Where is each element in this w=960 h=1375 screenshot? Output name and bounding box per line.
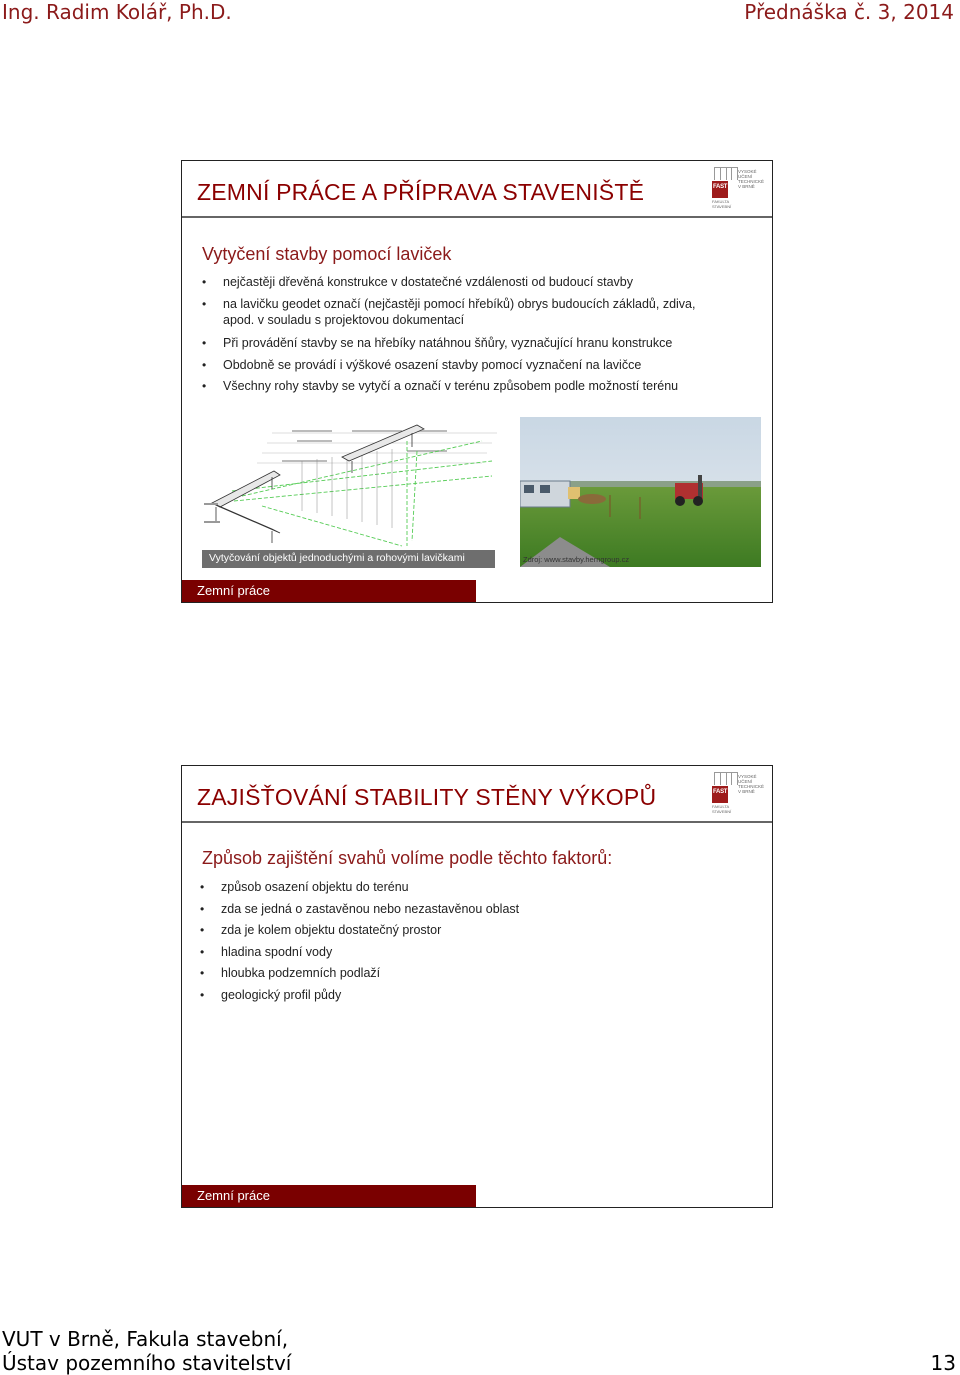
slide-1 [181,160,773,603]
title-divider [182,216,772,218]
logo-grid-icon [714,167,738,180]
slide-subheading: Způsob zajištění svahů volíme podle těchto faktorů: [202,848,613,868]
page-header-author: Ing. Radim Kolář, Ph.D. [2,0,232,24]
slide-title: ZAJIŠŤOVÁNÍ STABILITY STĚNY VÝKOPŮ [197,784,657,810]
logo-subtext: FAKULTA STAVEBNÍ [712,804,732,814]
slide-subheading: Vytyčení stavby pomocí laviček [202,244,452,264]
list-item: • Při provádění stavby se na hřebíky natáhnou šňůry, vyznačující hranu konstrukce [202,333,762,355]
slide-title: ZEMNÍ PRÁCE A PŘÍPRAVA STAVENIŠTĚ [197,179,645,205]
list-item: • hloubka podzemních podlaží [200,963,740,985]
bullet-list [202,272,762,398]
slide-footer-bar [182,1185,476,1207]
bullet-list [200,877,740,1006]
title-divider [182,821,772,823]
logo-mark: FAST [712,786,728,803]
logo-grid-icon [714,772,738,785]
logo-mark: FAST [712,181,728,198]
page-footer-department: Ústav pozemního stavitelství [2,1351,292,1375]
slide-footer-label: Zemní práce [197,1188,270,1203]
fast-logo [712,772,765,816]
page-number: 13 [930,1351,956,1375]
logo-text: VYSOKÉ UČENÍ TECHNICKÉ V BRNĚ [738,774,765,794]
figure-caption: Vytyčování objektů jednoduchými a rohovými lavičkami [202,550,495,568]
list-item: • Obdobně se provádí i výškové osazení stavby pomocí vyznačení na lavičce [202,355,762,377]
logo-subtext: FAKULTA STAVEBNÍ [712,199,732,209]
fast-logo [712,167,765,211]
list-item: • nejčastěji dřevěná konstrukce v dostatečné vzdálenosti od budoucí stavby [202,272,762,294]
slide-footer-label: Zemní práce [197,583,270,598]
list-item: • geologický profil půdy [200,985,740,1007]
list-item: • zda se jedná o zastavěnou nebo nezastavěnou oblast [200,899,740,921]
list-item: • způsob osazení objektu do terénu [200,877,740,899]
list-item: • Všechny rohy stavby se vytyčí a označí v terénu způsobem podle možností terénu [202,376,762,398]
list-item: • hladina spodní vody [200,942,740,964]
image-source: Zdroj: www.stavby.herngroup.cz [523,555,630,564]
page-footer-faculty: VUT v Brně, Fakula stavební, [2,1327,289,1351]
slide-2 [181,765,773,1208]
batter-board-diagram [202,421,502,551]
slide-footer-bar [182,580,476,602]
list-item: • zda je kolem objektu dostatečný prostor [200,920,740,942]
logo-text: VYSOKÉ UČENÍ TECHNICKÉ V BRNĚ [738,169,765,189]
list-item: • na lavičku geodet označí (nejčastěji pomocí hřebíků) obrys budoucích základů, zdiva, [202,294,762,316]
site-photo [520,417,761,567]
page-header-lecture: Přednáška č. 3, 2014 [744,0,954,24]
list-item-continuation: apod. v souladu s projektovou dokumentací [223,313,465,327]
